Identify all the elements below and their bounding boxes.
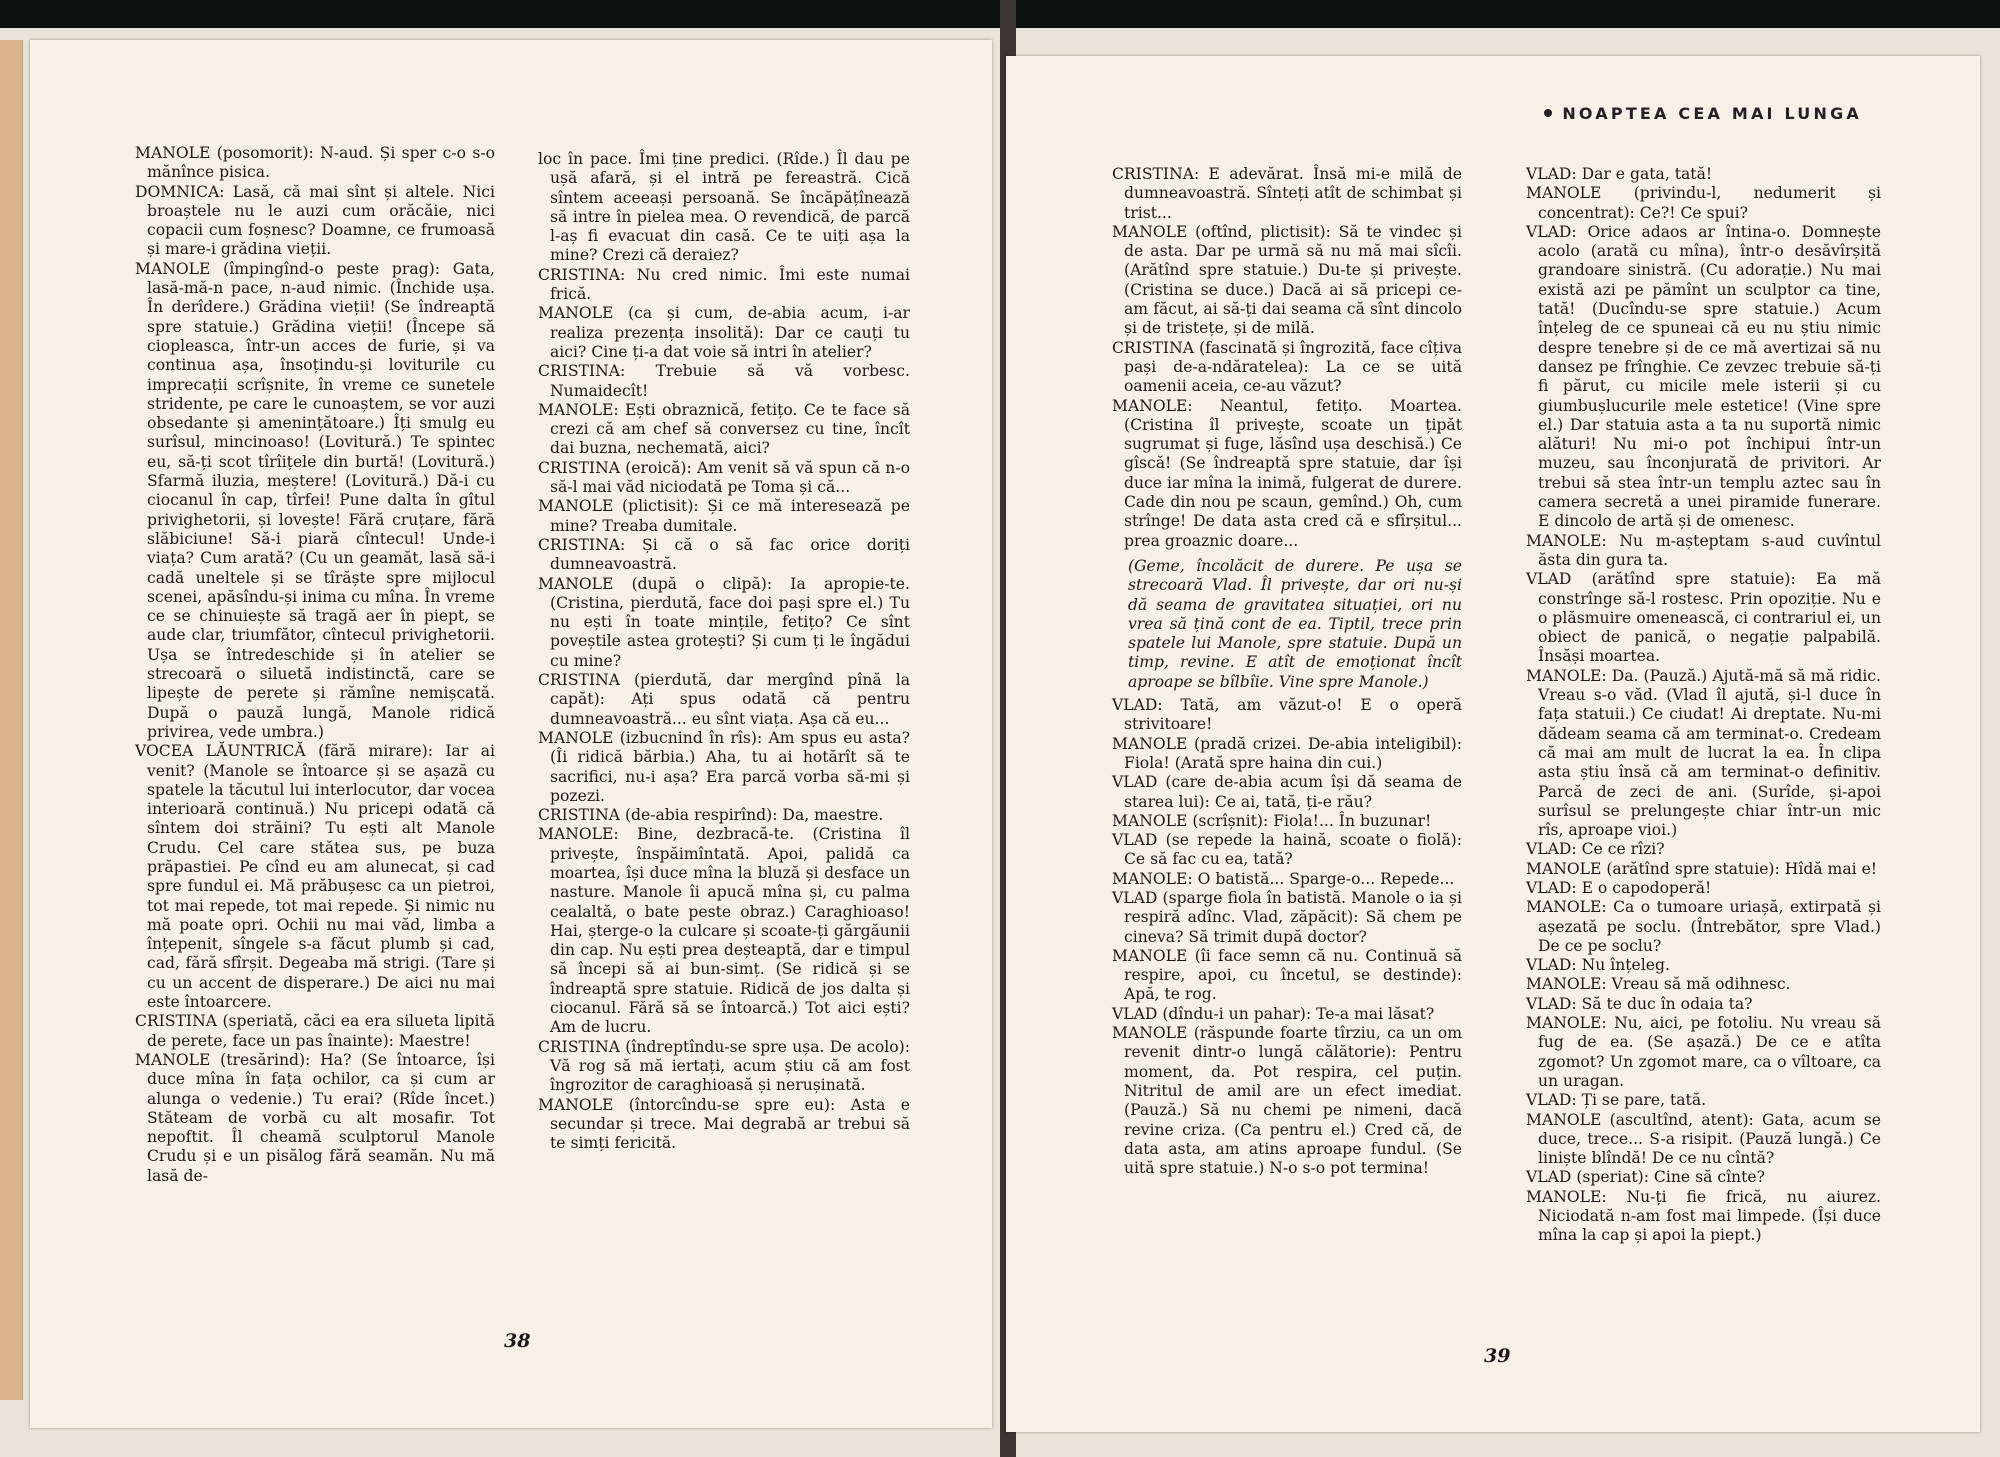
paragraph: CRISTINA: E adevărat. Însă mi-e milă de dumneavoastră. Sînteți atît de schimbat și trist... (1112, 165, 1462, 222)
paragraph: VLAD (care de-abia acum își dă seama de starea lui): Ce ai, tată, ți-e rău? (1112, 773, 1462, 811)
paragraph: VLAD: Orice adaos ar întina-o. Domnește acolo (arată cu mîna), într-o desăvîrșită grandoare sinistră. (Cu adorație.) Nu mai există azi pe pămînt un sculptor ca tine, tată! (Ducîndu-se spre statuie.) Acum înțeleg de ce spuneai că eu nu știu nimic despre tenebre și de ce mă avertizai să nu dansez pe frînghie. Ce zevzec trebuie să-ți fi părut, cu micile mele isterii și cu giumbușlucurile mele estetice! (Vine spre el.) Dar statuia asta a ta nu suportă nimic alături! Nu mi-o pot închipui într-un muzeu, sau înconjurată de privitori. Ar trebui să stea într-un templu aztec sau în camera secretă a unei piramide funerare. E dincolo de artă și de omenesc. (1526, 222, 1881, 531)
page-number-left: 38 (504, 1330, 531, 1352)
paragraph: VLAD (dîndu-i un pahar): Te-a mai lăsat? (1112, 1004, 1435, 1023)
paragraph: CRISTINA (eroică): Am venit să vă spun că n-o să-l mai văd niciodată pe Toma și că... (538, 458, 910, 497)
text-column-4 (1526, 165, 1881, 1246)
paragraph: MANOLE: O batistă... Sparge-o... Repede... (1112, 869, 1455, 888)
paragraph: MANOLE (tresărind): Ha? (Se întoarce, își duce mîna în fața ochilor, ca și cum ar alunga o vedenie.) Tu erai? (Rîde încet.) Stăteam de vorbă cu alt mosafir. Tot nepoftit. Îl cheamă sculptorul Manole Crudu și e un pisălog fără seamăn. Nu mă lasă de- (135, 1050, 495, 1185)
text-column-2 (538, 150, 910, 1153)
running-head-text: NOAPTEA CEA MAI LUNGA (1562, 104, 1862, 123)
paragraph: DOMNICA: Lasă, că mai sînt și altele. Nici broaștele nu le auzi cum orăcăie, nici copacii cum foșnesc? Doamne, ce frumoasă și mare-i grădina vieții. (135, 182, 495, 259)
paragraph: VLAD: E o capodoperă! (1526, 878, 1712, 897)
paragraph: VLAD (sparge fiola în batistă. Manole o ia și respiră adînc. Vlad, zăpăcit): Să chem pe cineva? Să trimit după doctor? (1112, 888, 1462, 946)
paragraph: VLAD (arătînd spre statuie): Ea mă constrînge să-l rostesc. Prin opoziție. Nu e o plăsmuire omenească, ci contrariul ei, un obiect de panică, o negație palpabilă. Însăși moartea. (1526, 570, 1881, 666)
paragraph: VLAD: Ți se pare, tată. (1526, 1091, 1707, 1110)
paragraph: CRISTINA (pierdută, dar mergînd pînă la capăt): Ați spus odată că pentru dumneavoastră... eu sînt viața. Așa că eu... (538, 671, 910, 728)
paragraph: loc în pace. Îmi ține predici. (Rîde.) Îl dau pe ușă afară, și el intră pe fereastră. Cică sîntem aceeași persoană. Se încăpățînează să intre în pielea mea. O revendică, de parcă l-aș fi evacuat din casă. Ce te uiți așa la mine? Crezi că deraiez? (538, 150, 910, 265)
paragraph: MANOLE (împingînd-o peste prag): Gata, lasă-mă-n pace, n-aud nimic. (Închide ușa. În derîdere.) Grădina vieții! (Se îndreaptă spre statuie.) Grădina vieții! (Începe să ciopleasca, într-un acces de furie, și va continua așa, însoțindu-și loviturile cu imprecații scrîșnite, în vreme ce sunetele stridente, pe care le cunoaștem, se vor auzi obsedante și amenințătoare.) Îți smulg eu surîsul, mincinoaso! (Lovitură.) Te spintec eu, să-ți scot tîrîițele din burtă! (Lovitură.) Sfarmă iluzia, meștere! (Lovitură.) Dă-i cu ciocanul în cap, tîrfei! Pune dalta în gîtul privighetorii, și lovește! Fără cruțare, fără slăbiciune! Să-i piară cîntecul! Unde-i viața? Cum arată? (Cu un geamăt, lasă să-i cadă uneltele și se tîrăște spre mijlocul scenei, apăsîndu-și inima cu mîna. În vreme ce se chinuiește să tragă aer în piept, se aude clar, triumfător, cîntecul privighetorii. Ușa se întredeschide și în atelier se strecoară o siluetă indistinctă, care se lipește de perete și rămîne nemișcată. După o pauză lungă, Manole ridică privirea, vede umbra.) (135, 259, 495, 741)
paragraph: VLAD (se repede la haină, scoate o fiolă): Ce să fac cu ea, tată? (1112, 831, 1462, 869)
paragraph: MANOLE: Ești obraznică, fetițo. Ce te face să crezi că am chef să conversez cu tine, încît dai buzna, nechemată, aici? (538, 400, 910, 458)
paragraph: CRISTINA (speriată, căci ea era silueta lipită de perete, face un pas înainte): Maestre! (135, 1012, 495, 1050)
paragraph: MANOLE (ca și cum, de-abia acum, i-ar realiza prezența insolită): Dar ce cauți tu aici? Cine ți-a dat voie să intri în atelier? (538, 304, 910, 361)
paragraph: MANOLE: Bine, dezbracă-te. (Cristina îl privește, înspăimîntată. Apoi, palidă ca moartea, își duce mîna la bluză și desface un nasture. Manole îi apucă mîna și, cu palma cealaltă, o bate peste obraz.) Caraghioaso! Hai, șterge-o la culcare și scoate-ți gărgăunii din cap. Nu ești prea deșteaptă, dar e timpul să începi să ai bun-simț. (Se ridică și se îndreaptă spre statuie. Ridică de jos dalta și ciocanul. Fără să se întoarcă.) Tot aici ești? Am de lucru. (538, 825, 910, 1037)
paragraph: CRISTINA (fascinată și îngrozită, face cîțiva pași de-a-ndăratelea): La ce se uită oamenii aceia, ce-au văzut? (1112, 338, 1462, 396)
paragraph: VLAD: Ce ce rîzi? (1526, 840, 1665, 859)
paragraph: MANOLE: Nu-ți fie frică, nu aiurez. Niciodată n-am fost mai limpede. (Își duce mîna la cap și apoi la piept.) (1526, 1187, 1881, 1245)
paragraph: VOCEA LĂUNTRICĂ (fără mirare): Iar ai venit? (Manole se întoarce și se așază cu spatele la tăcutul lui interlocutor, dar vocea interioară continuă.) Nu pricepi odată că sîntem doi străini? Tu ești alt Manole Crudu. Cel care stătea sus, pe buza prăpastiei. Pe cînd eu am alunecat, și cad spre fundul ei. Mă prăbușesc ca un pietroi, tot mai repede, tot mai repede. Și nimic nu mă poate opri. Ochii nu mai văd, limba a înțepenit, sîngele s-a făcut plumb și cad, cad, fără sfîrșit. Degeaba mă strigi. (Tare și cu un accent de disperare.) De aici nu mai este întoarcere. (135, 742, 495, 1012)
paragraph: MANOLE (privindu-l, nedumerit și concentrat): Ce?! Ce spui? (1526, 184, 1881, 222)
page-number-right: 39 (1484, 1345, 1511, 1367)
paragraph: CRISTINA: Nu cred nimic. Îmi este numai frică. (538, 265, 910, 304)
paragraph: MANOLE (posomorit): N-aud. Și sper c-o s-o mănînce pisica. (135, 144, 495, 182)
paragraph: MANOLE (după o clipă): Ia apropie-te. (Cristina, pierdută, face doi pași spre el.) Tu nu ești în toate mințile, fetițo? Ce sînt poveștile astea grotești? Și cum ți le îngădui cu mine? (538, 574, 910, 670)
paragraph: MANOLE: Nu m-așteptam s-aud cuvîntul ăsta din gura ta. (1526, 531, 1881, 569)
page-edge (0, 40, 23, 1400)
paragraph: MANOLE: Neantul, fetițo. Moartea. (Cristina îl privește, scoate un țipăt sugrumat și fuge, lăsînd ușa deschisă.) Ce gîscă! (Se îndreaptă spre statuie, dar își duce iar mîna la inimă, fulgerat de durere. Cade din nou pe scaun, gemînd.) Oh, cum strînge! De data asta cred că e sfîrșitul... prea groaznic doare... (1112, 396, 1462, 550)
paragraph: CRISTINA: Și că o să fac orice doriți dumneavoastră. (538, 535, 910, 574)
running-head (1544, 104, 1862, 123)
paragraph: MANOLE: Vreau să mă odihnesc. (1526, 975, 1791, 994)
paragraph: CRISTINA (de-abia respirînd): Da, maestre. (538, 806, 884, 825)
left-page (30, 40, 992, 1428)
paragraph: MANOLE: Da. (Pauză.) Ajută-mă să mă ridic. Vreau s-o văd. (Vlad îl ajută, și-l duce în fața statuii.) Ce ciudat! Ai dreptate. Nu-mi dădeam seama că am terminat-o. Credeam că mai am mult de lucrat la ea. În clipa asta știu însă că am terminat-o definitiv. Parcă de zeci de ani. (Surîde, și-apoi surîsul se prelungește chiar într-un mic rîs, aproape vioi.) (1526, 666, 1881, 840)
paragraph: (Geme, încolăcit de durere. Pe ușa se strecoară Vlad. Îl privește, dar ori nu-și dă seama de gravitatea situației, ori nu vrea să țină cont de ea. Tiptil, trece prin spatele lui Manole, spre statuie. După un timp, revine. E atît de emoționat încît aproape se bîlbîie. Vine spre Manole.) (1128, 556, 1462, 691)
paragraph: MANOLE (răspunde foarte tîrziu, ca un om revenit dintr-o lungă călătorie): Pentru moment, da. Pot respira, cel puțin. Nitritul de amil are un efect imediat. (Pauză.) Să nu chemi pe nimeni, dacă revine criza. (Ca pentru el.) Cred că, de data asta, am atins aproape fundul. (Se uită spre statuie.) N-o s-o pot termina! (1112, 1024, 1462, 1178)
paragraph: MANOLE (oftînd, plictisit): Să te vindec și de asta. Dar pe urmă să nu mă mai sîcîi. (Arătînd spre statuie.) Du-te și privește. (Cristina se duce.) Dacă ai să pricepi ce-am făcut, ai să-ți dai seama că sînt dincolo și de tristețe, și de milă. (1112, 222, 1462, 338)
paragraph: MANOLE (îi face semn că nu. Continuă să respire, apoi, cu încetul, se destinde): Apă, te rog. (1112, 946, 1462, 1004)
paragraph: CRISTINA (îndreptîndu-se spre ușa. De acolo): Vă rog să mă iertați, acum știu că am fost îngrozitor de caraghioasă și nerușinată. (538, 1037, 910, 1095)
paragraph: VLAD: Să te duc în odaia ta? (1526, 994, 1753, 1013)
paragraph: MANOLE (izbucnind în rîs): Am spus eu asta? (Îi ridică bărbia.) Aha, tu ai hotărît să te sacrifici, nu-i așa? Era parcă vorba să-mi și pozezi. (538, 728, 910, 805)
paragraph: VLAD: Nu înțeleg. (1526, 956, 1670, 975)
paragraph: VLAD (speriat): Cine să cînte? (1526, 1168, 1765, 1187)
paragraph: CRISTINA: Trebuie să vă vorbesc. Numaidecît! (538, 362, 910, 400)
paragraph: MANOLE (întorcîndu-se spre eu): Asta e secundar și trece. Mai degrabă ar trebui să te simți fericită. (538, 1095, 910, 1153)
paragraph: VLAD: Tată, am văzut-o! E o operă strivitoare! (1112, 696, 1462, 734)
paragraph: MANOLE: Ca o tumoare uriașă, extirpată și așezată pe soclu. (Întrebător, spre Vlad.) De ce pe soclu? (1526, 898, 1881, 955)
paragraph: MANOLE (pradă crizei. De-abia inteligibil): Fiola! (Arată spre haina din cui.) (1112, 734, 1462, 772)
paragraph: MANOLE (scrîșnit): Fiola!... În buzunar! (1112, 811, 1432, 830)
paragraph: MANOLE (ascultînd, atent): Gata, acum se duce, trece... S-a risipit. (Pauză lungă.) Ce liniște blîndă! De ce nu cîntă? (1526, 1110, 1881, 1168)
text-column-3 (1112, 165, 1462, 1178)
paragraph: MANOLE: Nu, aici, pe fotoliu. Nu vreau să fug de ea. (Se așază.) De ce e atîta zgomot? Un zgomot mare, ca o vîltoare, ca un uragan. (1526, 1014, 1881, 1090)
bullet-icon (1544, 109, 1552, 117)
text-column-1 (135, 144, 495, 1186)
paragraph: VLAD: Dar e gata, tată! (1526, 165, 1713, 183)
paragraph: MANOLE (arătînd spre statuie): Hîdă mai e! (1526, 859, 1878, 878)
right-page (1006, 56, 1980, 1432)
paragraph: MANOLE (plictisit): Și ce mă interesează pe mine? Treaba dumitale. (538, 497, 910, 535)
